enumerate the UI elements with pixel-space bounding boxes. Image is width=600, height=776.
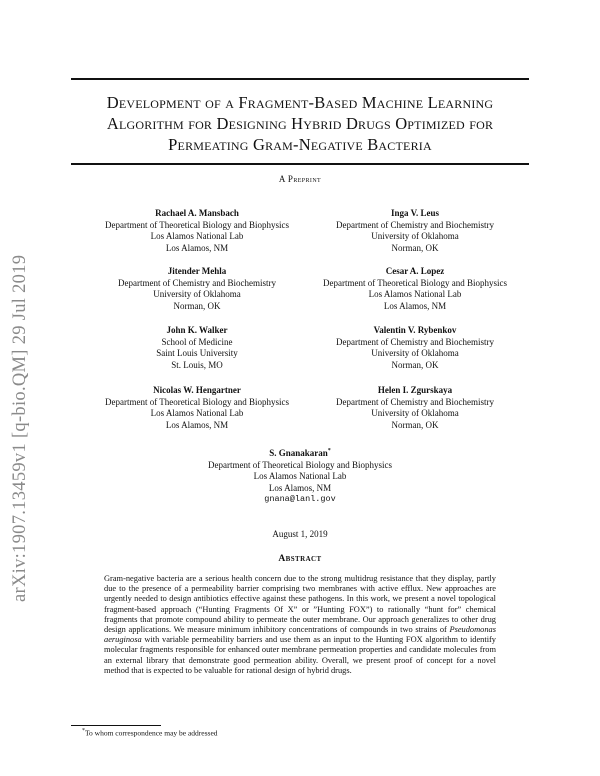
author-block xyxy=(285,385,545,431)
author-institution: University of Oklahoma xyxy=(371,231,459,241)
footnote-text: To whom correspondence may be addressed xyxy=(85,728,218,738)
footnote-mark: * xyxy=(327,448,331,454)
author-location: Los Alamos, NM xyxy=(165,242,229,253)
title-line-1: Development of a Fragment-Based Machine Learning xyxy=(106,93,494,112)
author-institution: University of Oklahoma xyxy=(371,348,459,358)
title-top-rule xyxy=(71,78,529,80)
author-block xyxy=(285,208,545,254)
author-name: Cesar A. Lopez xyxy=(385,266,445,276)
author-name: John K. Walker xyxy=(166,325,228,335)
author-location: Norman, OK xyxy=(391,359,439,370)
title-line-3: Permeating Gram-Negative Bacteria xyxy=(168,135,432,154)
author-location: Los Alamos, NM xyxy=(383,300,447,311)
corresponding-author-name xyxy=(170,446,430,460)
author-location: Norman, OK xyxy=(173,300,221,311)
author-name: Valentin V. Rybenkov xyxy=(373,325,457,335)
author-name: Rachael A. Mansbach xyxy=(155,208,239,218)
author-affiliation: School of Medicine xyxy=(161,336,233,347)
author-affiliation: Department of Theoretical Biology and Biophysics xyxy=(104,219,290,230)
author-affiliation: Department of Chemistry and Biochemistry xyxy=(118,277,276,288)
author-affiliation: Department of Chemistry and Biochemistry xyxy=(336,336,494,347)
author-name: Jitender Mehla xyxy=(167,266,227,276)
abstract-text-part-1: Gram-negative bacteria are a serious health concern due to the strong multidrug resistance that they display, partly due to the presence of a permeability barrier comprising two membranes with active efflux. New approaches are urgently needed to design antibiotics effective against these pathogens. In this work, we present a novel topological fragment-based approach (“Hunting Fragments Of X” or ”Hunting FOX”) to rationally “hunt for” chemical fragments that promote compound ability to permeate the outer membrane. Our approach generalizes to other drug design applications. We measure minimum inhibitory concentrations of compounds in two strains of xyxy=(104,574,496,635)
author-name: S. Gnanakaran xyxy=(269,448,328,458)
author-institution: Los Alamos National Lab xyxy=(150,231,244,241)
author-affiliation: Department of Theoretical Biology and Biophysics xyxy=(104,396,290,407)
author-location: Norman, OK xyxy=(391,419,439,430)
author-institution: Saint Louis University xyxy=(156,348,238,358)
abstract-species-name: Pseudomonas aeruginosa xyxy=(104,625,496,645)
author-location: Los Alamos, NM xyxy=(268,482,332,493)
footnote-rule xyxy=(71,725,161,726)
author-institution: Los Alamos National Lab xyxy=(150,408,244,418)
paper-title xyxy=(60,92,540,155)
author-location: Norman, OK xyxy=(391,242,439,253)
footnote xyxy=(82,728,218,738)
arxiv-stamp: arXiv:1907.13459v1 [q-bio.QM] 29 Jul 2019 xyxy=(10,254,30,602)
author-affiliation: Department of Theoretical Biology and Biophysics xyxy=(207,459,393,470)
author-affiliation: Department of Theoretical Biology and Biophysics xyxy=(322,277,508,288)
author-institution: University of Oklahoma xyxy=(371,408,459,418)
author-institution: University of Oklahoma xyxy=(153,289,241,299)
author-location: Los Alamos, NM xyxy=(165,419,229,430)
abstract-body xyxy=(104,574,496,676)
abstract-heading: Abstract xyxy=(278,554,322,564)
title-bottom-rule xyxy=(71,163,529,165)
publication-date: August 1, 2019 xyxy=(272,529,328,539)
author-name: Helen I. Zgurskaya xyxy=(377,385,453,395)
title-line-2: Algorithm for Designing Hybrid Drugs Optimized for xyxy=(106,114,494,133)
preprint-label: A Preprint xyxy=(278,174,322,184)
author-institution: Los Alamos National Lab xyxy=(253,471,347,481)
footnote-mark: * xyxy=(82,728,85,734)
author-location: St. Louis, MO xyxy=(171,359,223,370)
author-name: Nicolas W. Hengartner xyxy=(153,385,241,395)
author-email[interactable]: gnana@lanl.gov xyxy=(264,494,336,504)
author-affiliation: Department of Chemistry and Biochemistry xyxy=(336,396,494,407)
author-name: Inga V. Leus xyxy=(391,208,439,218)
corresponding-author-block xyxy=(170,446,430,506)
abstract-text-part-2: with variable permeability barriers and use them as an input to the Hunting FOX algorithm to identify molecular fragments responsible for enhanced outer membrane permeation properties and candidate molecules from an external library that demonstrate good permeation ability. Overall, we present proof of concept for a novel method that is expected to be valuable for rational design of hybrid drugs. xyxy=(104,635,496,675)
author-block xyxy=(285,325,545,371)
author-affiliation: Department of Chemistry and Biochemistry xyxy=(336,219,494,230)
author-institution: Los Alamos National Lab xyxy=(368,289,462,299)
author-block xyxy=(285,266,545,312)
